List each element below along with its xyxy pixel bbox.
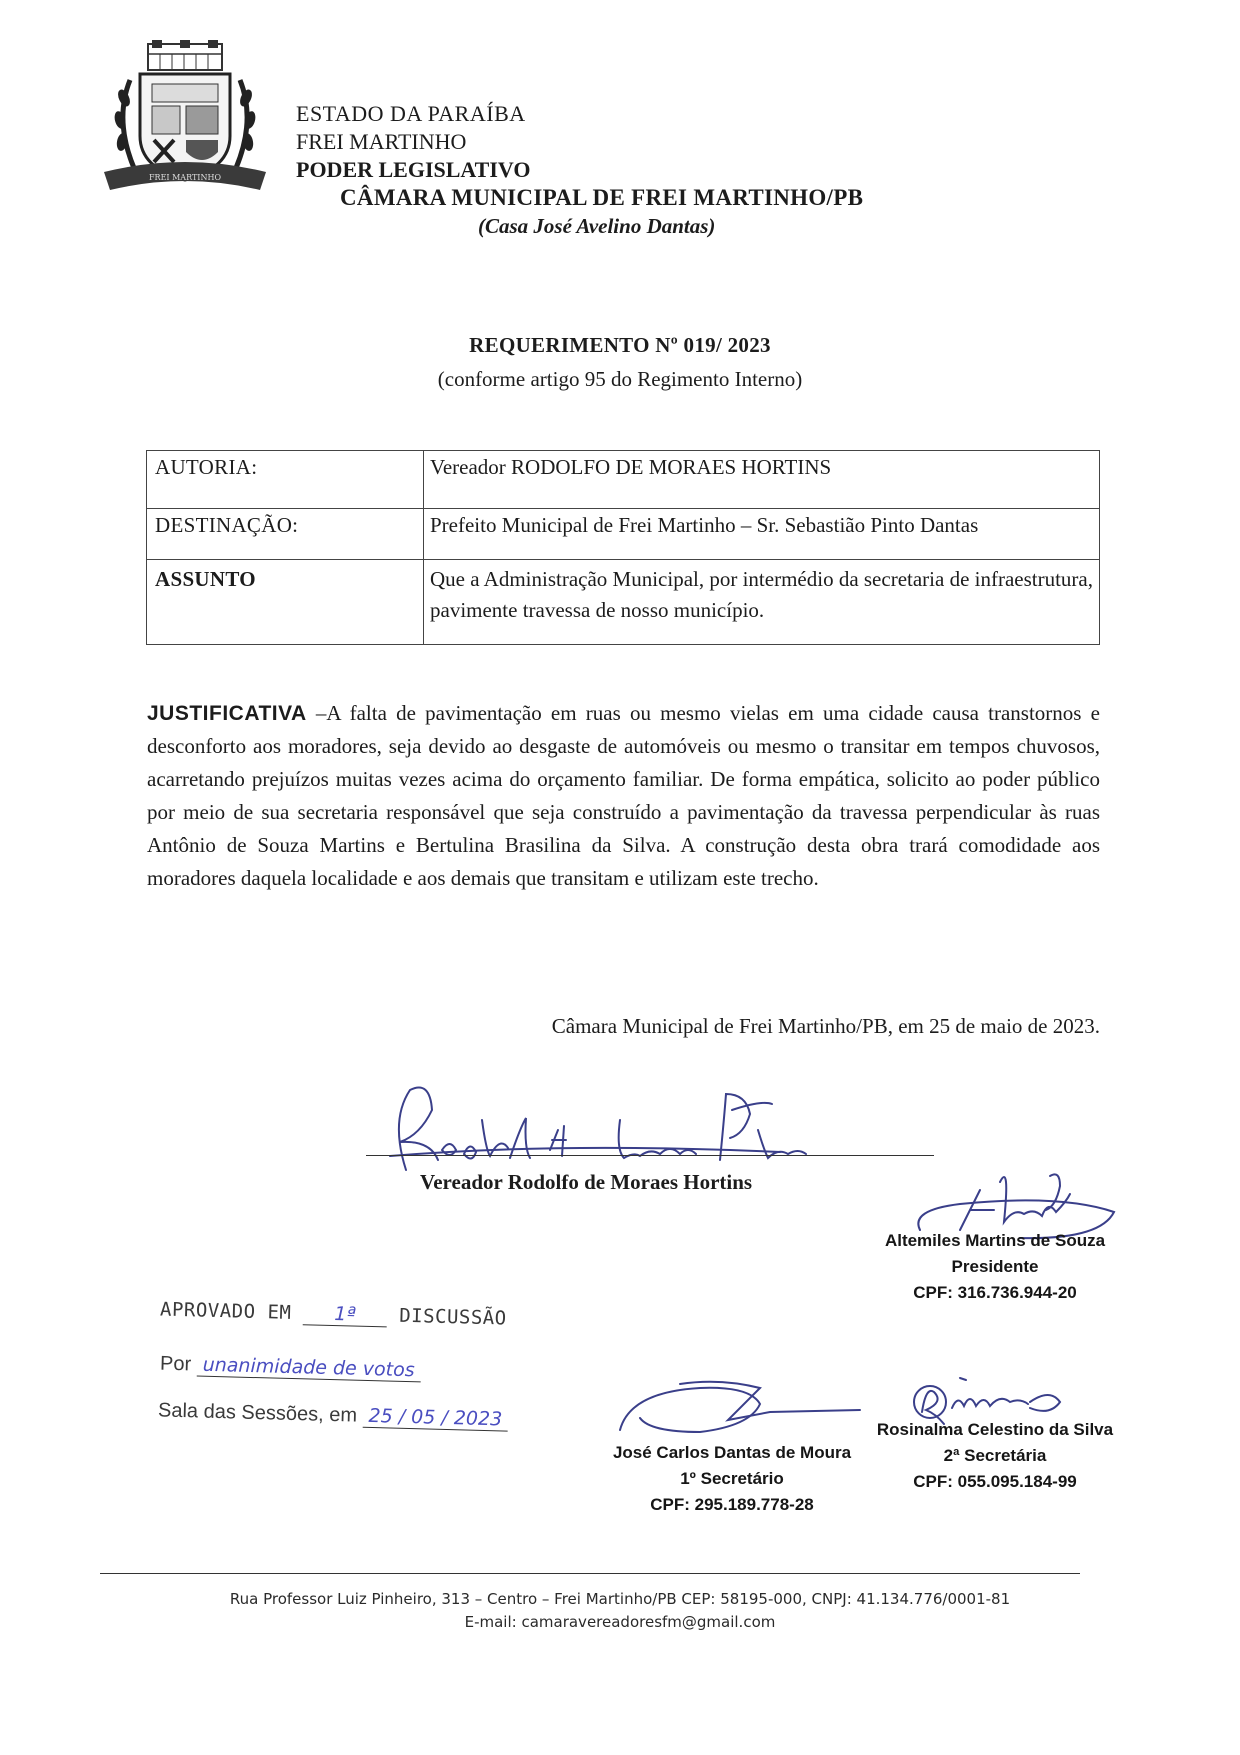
author-signature-line [366, 1155, 934, 1156]
secretary2-name: Rosinalma Celestino da Silva [876, 1420, 1114, 1439]
info-label: AUTORIA: [147, 451, 424, 509]
info-value: Que a Administração Municipal, por intermédio da secretaria de infraestrutura, pavimente travessa de nosso município. [424, 560, 1100, 645]
date-line: Câmara Municipal de Frei Martinho/PB, em 25 de maio de 2023. [551, 1014, 1100, 1038]
table-row [147, 560, 1100, 645]
header-state: ESTADO DA PARAÍBA [296, 101, 526, 126]
stamp-by-label: Por [159, 1352, 192, 1376]
secretary1-block [582, 1440, 882, 1518]
table-row [147, 509, 1100, 560]
document-subtitle: (conforme artigo 95 do Regimento Interno) [437, 367, 803, 391]
info-value: Vereador RODOLFO DE MORAES HORTINS [424, 451, 1100, 509]
stamp-session-date: 25 / 05 / 2023 [362, 1405, 508, 1432]
stamp-line-2 [160, 1353, 421, 1383]
secretary2-cpf: CPF: 055.095.184-99 [913, 1472, 1077, 1491]
secretary2-role: 2ª Secretária [943, 1446, 1047, 1465]
justification-text: –A falta de pavimentação em ruas ou mesmo vielas em uma cidade causa transtornos e desconforto aos moradores, seja devido ao desgaste de automóveis ou mesmo o transitar em tempos chuvosos, acarretando prejuízos muitas vezes acima do orçamento familiar. De forma empática, solicito ao poder público por meio de sua secretaria responsável que seja construído a pavimentação da travessa perpendicular às ruas Antônio de Souza Martins e Bertulina Brasilina da Silva. A construção desta obra trará comodidade aos moradores daquela localidade e aos demais que transitam e utilizam este trecho. [147, 701, 1100, 890]
document-title: REQUERIMENTO Nº 019/ 2023 [469, 333, 771, 357]
secretary2-block [850, 1417, 1140, 1495]
secretary1-cpf: CPF: 295.189.778-28 [650, 1495, 814, 1514]
author-name: Vereador Rodolfo de Moraes Hortins [420, 1170, 753, 1194]
stamp-line-3 [158, 1399, 509, 1431]
coat-of-arms-icon [100, 40, 270, 200]
stamp-line-1 [160, 1298, 507, 1330]
footer-address: Rua Professor Luiz Pinheiro, 313 – Centro – Frei Martinho/PB CEP: 58195-000, CNPJ: 41.134.776/0001-81 [229, 1590, 1011, 1608]
svg-text:FREI MARTINHO: FREI MARTINHO [149, 173, 221, 182]
justification-label: JUSTIFICATIVA [147, 702, 307, 725]
info-value: Prefeito Municipal de Frei Martinho – Sr. Sebastião Pinto Dantas [424, 509, 1100, 560]
stamp-approved-label: APROVADO EM [159, 1298, 292, 1324]
info-label: DESTINAÇÃO: [147, 509, 424, 560]
stamp-discussion-label: DISCUSSÃO [398, 1304, 507, 1330]
header-power: PODER LEGISLATIVO [296, 157, 531, 182]
stamp-vote-result: unanimidade de votos [196, 1354, 420, 1383]
header-house: (Casa José Avelino Dantas) [478, 214, 716, 238]
secretary1-role: 1º Secretário [680, 1469, 784, 1488]
secretary1-name: José Carlos Dantas de Moura [612, 1443, 852, 1462]
secretary1-signature-icon [610, 1370, 870, 1440]
info-table [146, 450, 1100, 645]
president-block [850, 1228, 1140, 1306]
president-name: Altemiles Martins de Souza [884, 1231, 1106, 1250]
stamp-session-label: Sala das Sessões, em [157, 1399, 358, 1427]
footer-divider [100, 1573, 1080, 1574]
info-label: ASSUNTO [147, 560, 424, 645]
header-city: FREI MARTINHO [296, 129, 467, 154]
footer-email: E-mail: camaravereadoresfm@gmail.com [464, 1613, 776, 1631]
president-role: Presidente [951, 1257, 1039, 1276]
author-signature-icon [360, 1080, 940, 1180]
justification-paragraph [147, 697, 1100, 895]
president-cpf: CPF: 316.736.944-20 [913, 1283, 1077, 1302]
header-chamber: CÂMARA MUNICIPAL DE FREI MARTINHO/PB [340, 185, 864, 210]
table-row [147, 451, 1100, 509]
stamp-discussion-number: 1ª [303, 1302, 388, 1327]
